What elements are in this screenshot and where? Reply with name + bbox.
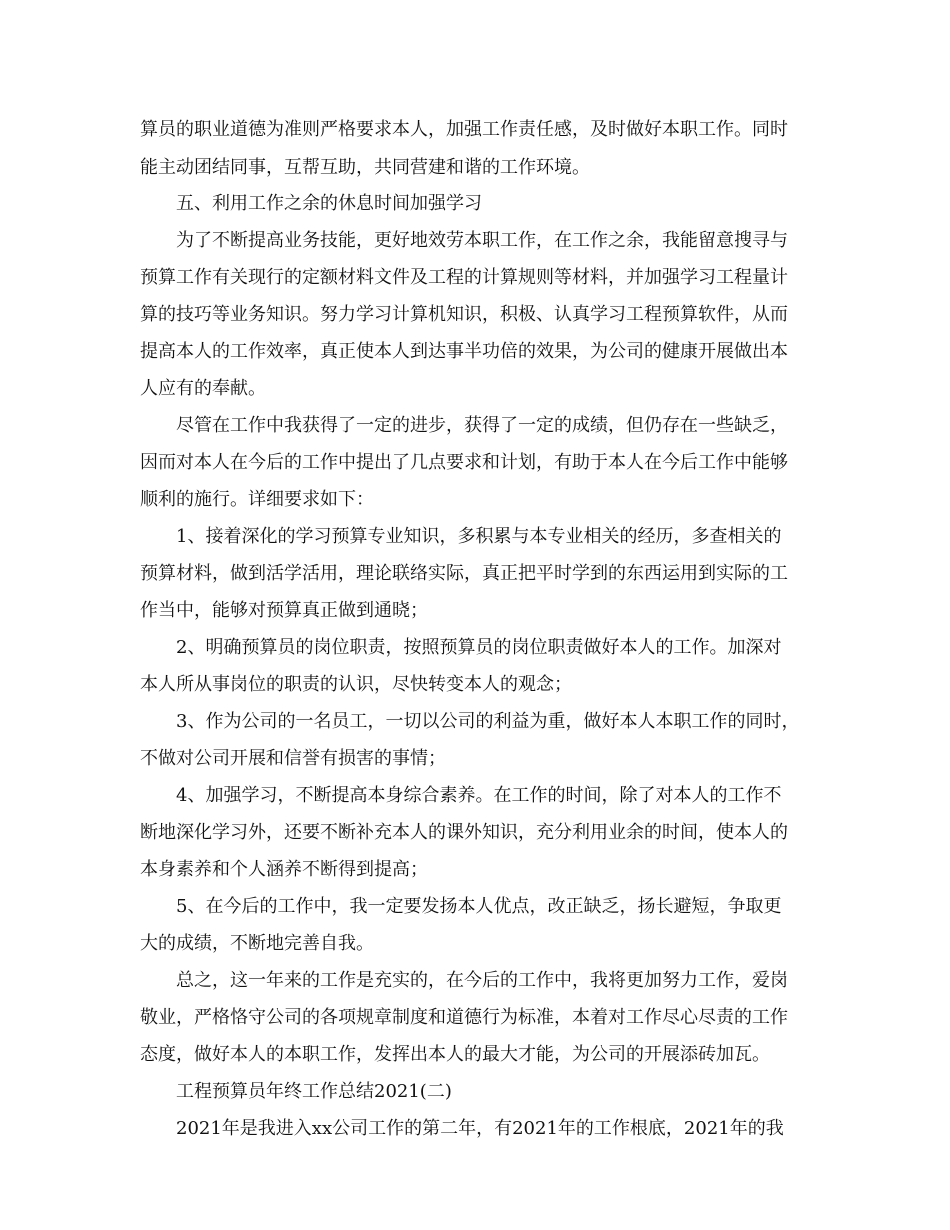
- text-line: 敬业，严格恪守公司的各项规章制度和道德行为标准，本着对工作尽心尽责的工作: [140, 1007, 788, 1028]
- text-line: 态度，做好本人的本职工作，发挥出本人的最大才能，为公司的开展添砖加瓦。: [140, 1044, 770, 1065]
- text-line: 算员的职业道德为准则严格要求本人，加强工作责任感，及时做好本职工作。同时: [140, 119, 788, 140]
- text-line: 人应有的奉献。: [140, 378, 266, 399]
- text-line: 2021年是我进入xx公司工作的第二年，有2021年的工作根底，2021年的我: [176, 1118, 784, 1139]
- text-line: 算的技巧等业务知识。努力学习计算机知识，积极、认真学习工程预算软件，从而: [140, 304, 788, 325]
- text-line: 因而对本人在今后的工作中提出了几点要求和计划，有助于本人在今后工作中能够: [140, 452, 788, 473]
- text-line: 本人所从事岗位的职责的认识，尽快转变本人的观念；: [140, 674, 572, 695]
- text-line: 能主动团结同事，互帮互助，共同营建和谐的工作环境。: [140, 157, 590, 178]
- text-line: 尽管在工作中我获得了一定的进步，获得了一定的成绩，但仍存在一些缺乏，: [176, 415, 788, 436]
- text-line: 预算工作有关现行的定额材料文件及工程的计算规则等材料，并加强学习工程量计: [140, 267, 788, 288]
- text-line: 预算材料，做到活学活用，理论联络实际，真正把平时学到的东西运用到实际的工: [140, 563, 788, 584]
- text-line: 顺利的施行。详细要求如下：: [140, 489, 374, 510]
- section-heading: 五、利用工作之余的休息时间加强学习: [176, 193, 482, 214]
- text-line: 断地深化学习外，还要不断补充本人的课外知识，充分利用业余的时间，使本人的: [140, 822, 788, 843]
- list-item: 1、接着深化的学习预算专业知识，多积累与本专业相关的经历，多查相关的: [176, 526, 782, 547]
- text-line: 本身素养和个人涵养不断得到提高；: [140, 859, 428, 880]
- list-item: 4、加强学习，不断提高本身综合素养。在工作的时间，除了对本人的工作不: [176, 785, 782, 806]
- list-item: 2、明确预算员的岗位职责，按照预算员的岗位职责做好本人的工作。加深对: [176, 637, 782, 658]
- text-line: 作当中，能够对预算真正做到通晓；: [140, 600, 428, 621]
- text-line: 提高本人的工作效率，真正使本人到达事半功倍的效果，为公司的健康开展做出本: [140, 341, 788, 362]
- text-line: 不做对公司开展和信誉有损害的事情；: [140, 748, 446, 769]
- text-line: 大的成绩，不断地完善自我。: [140, 933, 374, 954]
- list-item: 5、在今后的工作中，我一定要发扬本人优点，改正缺乏，扬长避短，争取更: [176, 896, 782, 917]
- text-line: 总之，这一年来的工作是充实的，在今后的工作中，我将更加努力工作，爱岗: [176, 970, 788, 991]
- section-heading: 工程预算员年终工作总结2021(二): [176, 1081, 452, 1102]
- list-item: 3、作为公司的一名员工，一切以公司的利益为重，做好本人本职工作的同时，: [176, 711, 800, 732]
- text-line: 为了不断提高业务技能，更好地效劳本职工作，在工作之余，我能留意搜寻与: [176, 230, 788, 251]
